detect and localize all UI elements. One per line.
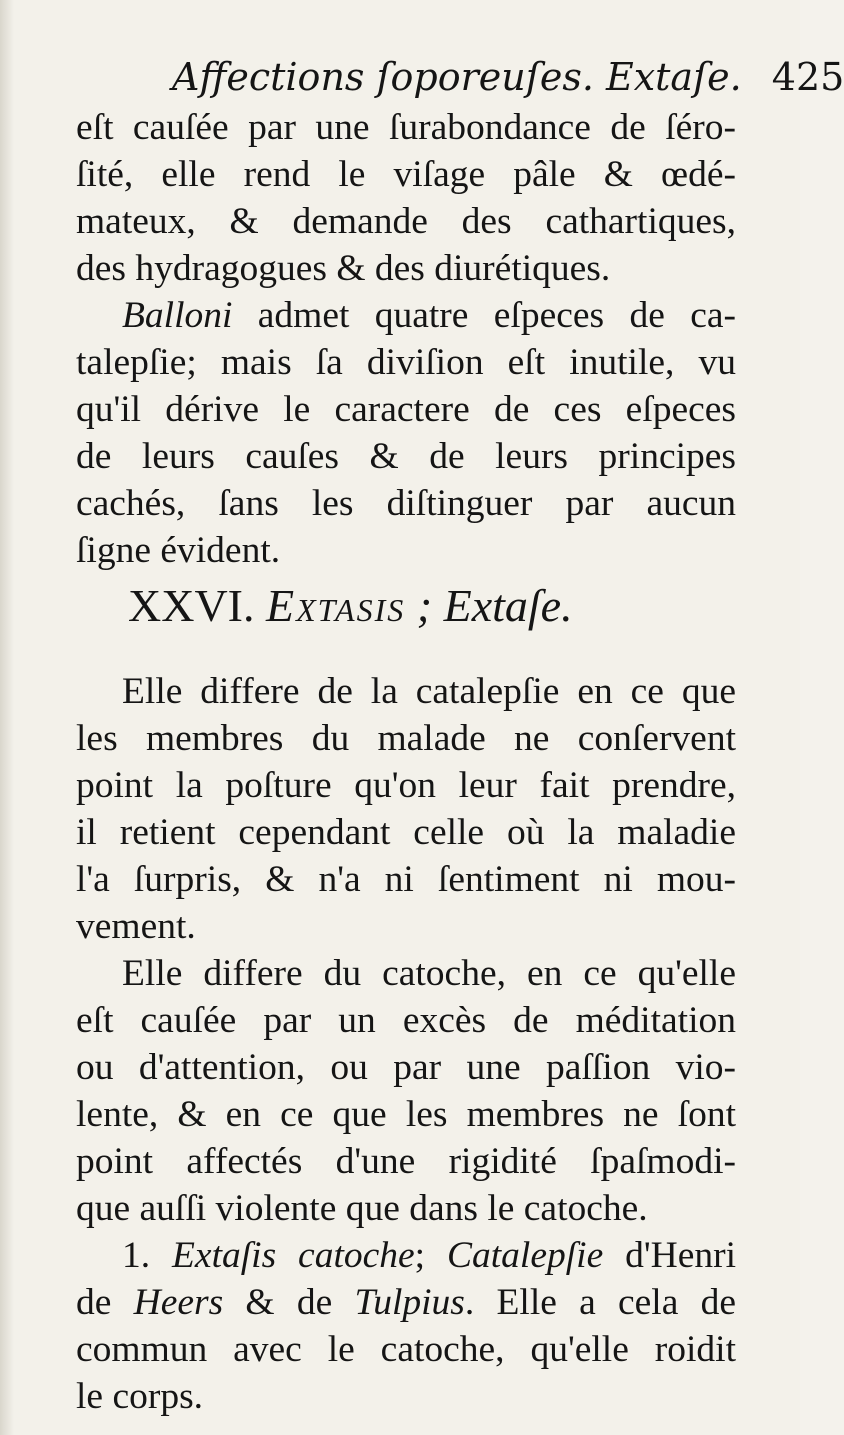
- text-line: vement.: [76, 906, 196, 947]
- text-line: talepſie; mais ſa diviſion eſt inutile, vu: [76, 342, 736, 383]
- author-name: Balloni: [122, 295, 233, 336]
- text-line: il retient cependant celle où la maladie: [76, 812, 736, 853]
- text-line: l'a ſurpris, & n'a ni ſentiment ni mou-: [76, 859, 736, 900]
- text-fragment: admet quatre eſpeces de ca-: [232, 295, 736, 336]
- text-line: les membres du malade ne conſervent: [76, 718, 736, 759]
- text-line: de leurs cauſes & de leurs principes: [76, 436, 736, 477]
- text-fragment: de: [76, 1282, 134, 1323]
- running-header: [172, 52, 844, 102]
- section-latin-name: Extasis: [265, 580, 406, 631]
- section-french-name: Extaſe.: [443, 580, 573, 631]
- text-line: Elle differe de la catalepſie en ce que: [122, 671, 736, 712]
- text-fragment: d'Henri: [603, 1235, 736, 1276]
- text-line: que auſſi violente que dans le catoche.: [76, 1188, 648, 1229]
- french-term: Catalepſie: [446, 1235, 604, 1276]
- running-title: Affections ſoporeuſes. Extaſe.: [172, 55, 742, 99]
- text-fragment: ;: [414, 1235, 447, 1276]
- text-line: point affectés d'une rigidité ſpaſmodi-: [76, 1141, 736, 1182]
- text-line: cachés, ſans les diſtinguer par aucun: [76, 483, 736, 524]
- item-number: 1.: [122, 1235, 151, 1276]
- paragraph-first-line: [76, 1234, 736, 1278]
- latin-term: Extaſis catoche: [172, 1235, 415, 1276]
- text-line: ſigne évident.: [76, 530, 281, 571]
- author-name: Tulpius: [354, 1282, 465, 1323]
- text-line: le corps.: [76, 1376, 204, 1417]
- paragraph-first-line: [76, 294, 736, 338]
- text-line: Elle differe du catoche, en ce qu'elle: [122, 953, 736, 994]
- text-line: ſité, elle rend le viſage pâle & œdé-: [76, 154, 736, 195]
- text-fragment: & de: [223, 1282, 355, 1323]
- text-line: commun avec le catoche, qu'elle roidit: [76, 1329, 736, 1370]
- author-name: Heers: [133, 1282, 224, 1323]
- text-line: ou d'attention, ou par une paſſion vio-: [76, 1047, 736, 1088]
- text-line: point la poſture qu'on leur fait prendre,: [76, 765, 736, 806]
- section-title: [128, 576, 708, 636]
- text-line: [76, 1281, 736, 1325]
- text-line: eſt cauſée par un excès de méditation: [76, 1000, 736, 1041]
- text-line: qu'il dérive le caractere de ces eſpeces: [76, 389, 736, 430]
- text-line: mateux, & demande des cathartiques,: [76, 201, 736, 242]
- text-line: des hydragogues & des diurétiques.: [76, 248, 611, 289]
- page-number: 425: [771, 55, 844, 99]
- section-number: XXVI.: [128, 580, 255, 631]
- section-separator: ;: [416, 580, 433, 631]
- text-fragment: . Elle a cela de: [464, 1282, 736, 1323]
- text-line: eſt cauſée par une ſurabondance de ſéro-: [76, 107, 736, 148]
- page-edge-shadow: [0, 0, 14, 1435]
- text-line: lente, & en ce que les membres ne ſont: [76, 1094, 736, 1135]
